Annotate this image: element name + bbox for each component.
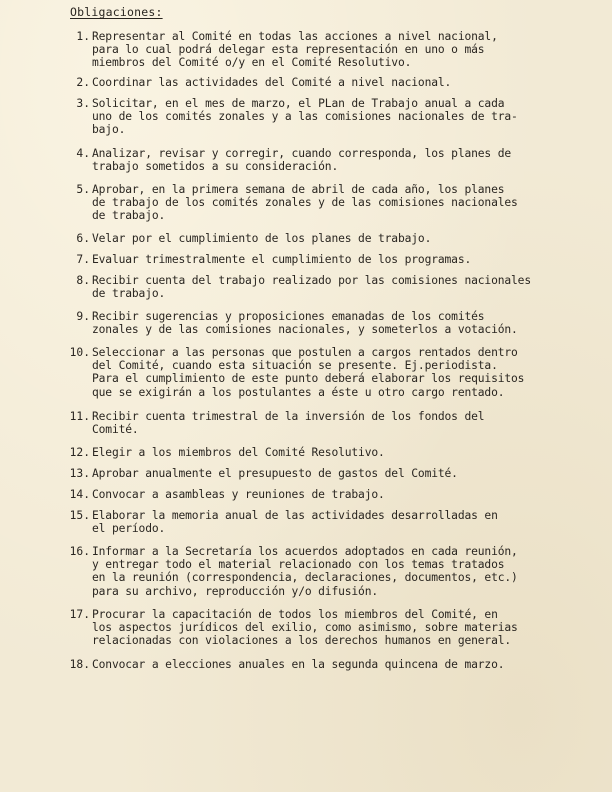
obligation-text-line: Recibir cuenta trimestral de la inversión de los fondos del xyxy=(92,410,485,423)
obligation-number: 15. xyxy=(69,509,90,522)
obligation-text-line: para su archivo, reproducción y/o difusión. xyxy=(92,584,379,598)
obligation-text xyxy=(92,253,586,266)
obligation-number: 6. xyxy=(76,232,90,245)
obligation-number: 10. xyxy=(69,346,90,359)
obligation-number: 1. xyxy=(76,30,90,43)
obligation-text xyxy=(92,545,586,598)
obligation-text-line: Representar al Comité en todas las acciones a nivel nacional, xyxy=(92,30,498,43)
obligation-text-line: Evaluar trimestralmente el cumplimiento de los programas. xyxy=(92,253,472,266)
obligation-text-line: bajo. xyxy=(92,123,126,137)
obligation-text-line: Elegir a los miembros del Comité Resolutivo. xyxy=(92,446,385,459)
obligation-text-line: el período. xyxy=(92,522,166,536)
obligation-text-line: Procurar la capacitación de todos los miembros del Comité, en xyxy=(92,608,498,621)
obligation-text xyxy=(92,488,586,501)
obligation-text xyxy=(92,274,586,300)
obligation-text xyxy=(92,446,586,459)
obligation-text-line: en la reunión (correspondencia, declaraciones, documentos, etc.) xyxy=(92,571,518,585)
obligation-text xyxy=(92,658,586,671)
obligation-text-line: Velar por el cumplimiento de los planes de trabajo. xyxy=(92,232,432,245)
obligation-text-line: Coordinar las actividades del Comité a nivel nacional. xyxy=(92,76,452,89)
obligation-text-line: Aprobar anualmente el presupuesto de gastos del Comité. xyxy=(92,467,458,480)
obligation-text-line: Recibir cuenta del trabajo realizado por las comisiones nacionales xyxy=(92,274,531,287)
obligation-number: 9. xyxy=(76,310,90,323)
obligation-text xyxy=(92,183,586,223)
obligation-text-line: relacionadas con violaciones a los derechos humanos en general. xyxy=(92,634,512,648)
obligation-text-line: del Comité, cuando esta situación se presente. Ej.periodista. xyxy=(92,359,498,373)
obligation-text xyxy=(92,232,586,245)
obligation-number: 14. xyxy=(69,488,90,501)
obligation-text xyxy=(92,30,586,70)
obligation-text xyxy=(92,509,586,535)
obligation-number: 8. xyxy=(76,274,90,287)
obligation-text-line: trabajo sometidos a su consideración. xyxy=(92,160,339,174)
obligation-text-line: Para el cumplimiento de este punto deberá elaborar los requisitos xyxy=(92,372,525,386)
obligation-text-line: uno de los comités zonales y a las comisiones nacionales de tra- xyxy=(92,110,518,124)
obligation-text-line: Seleccionar a las personas que postulen a cargos rentados dentro xyxy=(92,346,518,359)
obligation-text xyxy=(92,147,586,173)
obligation-text-line: y entregar todo el material relacionado con los temas tratados xyxy=(92,558,505,572)
obligation-number: 12. xyxy=(69,446,90,459)
obligation-text xyxy=(92,310,586,336)
obligation-text-line: zonales y de las comisiones nacionales, y someterlos a votación. xyxy=(92,323,518,337)
obligation-text-line: Convocar a elecciones anuales en la segunda quincena de marzo. xyxy=(92,658,505,671)
obligation-text-line: que se exigirán a los postulantes a éste u otro cargo rentado. xyxy=(92,385,505,399)
obligation-number: 18. xyxy=(69,658,90,671)
section-heading: Obligaciones: xyxy=(70,5,163,19)
obligation-number: 3. xyxy=(76,97,90,110)
obligation-text xyxy=(92,346,586,399)
obligation-number: 17. xyxy=(69,608,90,621)
obligation-text-line: Elaborar la memoria anual de las actividades desarrolladas en xyxy=(92,509,498,522)
obligation-text xyxy=(92,97,586,137)
obligation-number: 5. xyxy=(76,183,90,196)
obligation-text-line: Aprobar, en la primera semana de abril de cada año, los planes xyxy=(92,183,505,196)
obligation-text-line: Analizar, revisar y corregir, cuando corresponda, los planes de xyxy=(92,147,512,160)
obligation-text-line: Informar a la Secretaría los acuerdos adoptados en cada reunión, xyxy=(92,545,518,558)
obligation-number: 7. xyxy=(76,253,90,266)
obligation-text-line: los aspectos jurídicos del exilio, como asimismo, sobre materias xyxy=(92,621,518,635)
obligation-text xyxy=(92,608,586,648)
obligation-text-line: de trabajo de los comités zonales y de las comisiones nacionales xyxy=(92,196,518,210)
obligation-text-line: para lo cual podrá delegar esta representación en uno o más xyxy=(92,43,485,57)
obligation-text-line: Recibir sugerencias y proposiciones emanadas de los comités xyxy=(92,310,485,323)
obligation-text xyxy=(92,410,586,436)
obligation-number: 4. xyxy=(76,147,90,160)
obligation-text xyxy=(92,467,586,480)
obligation-text-line: miembros del Comité o/y en el Comité Resolutivo. xyxy=(92,56,412,70)
obligation-text-line: Solicitar, en el mes de marzo, el PLan de Trabajo anual a cada xyxy=(92,97,505,110)
obligation-number: 13. xyxy=(69,467,90,480)
obligation-text xyxy=(92,76,586,89)
obligation-number: 11. xyxy=(69,410,90,423)
obligation-text-line: Comité. xyxy=(92,423,139,437)
obligation-number: 2. xyxy=(76,76,90,89)
obligation-text-line: de trabajo. xyxy=(92,209,166,223)
obligation-number: 16. xyxy=(69,545,90,558)
obligation-text-line: de trabajo. xyxy=(92,287,166,301)
obligation-text-line: Convocar a asambleas y reuniones de trabajo. xyxy=(92,488,385,501)
